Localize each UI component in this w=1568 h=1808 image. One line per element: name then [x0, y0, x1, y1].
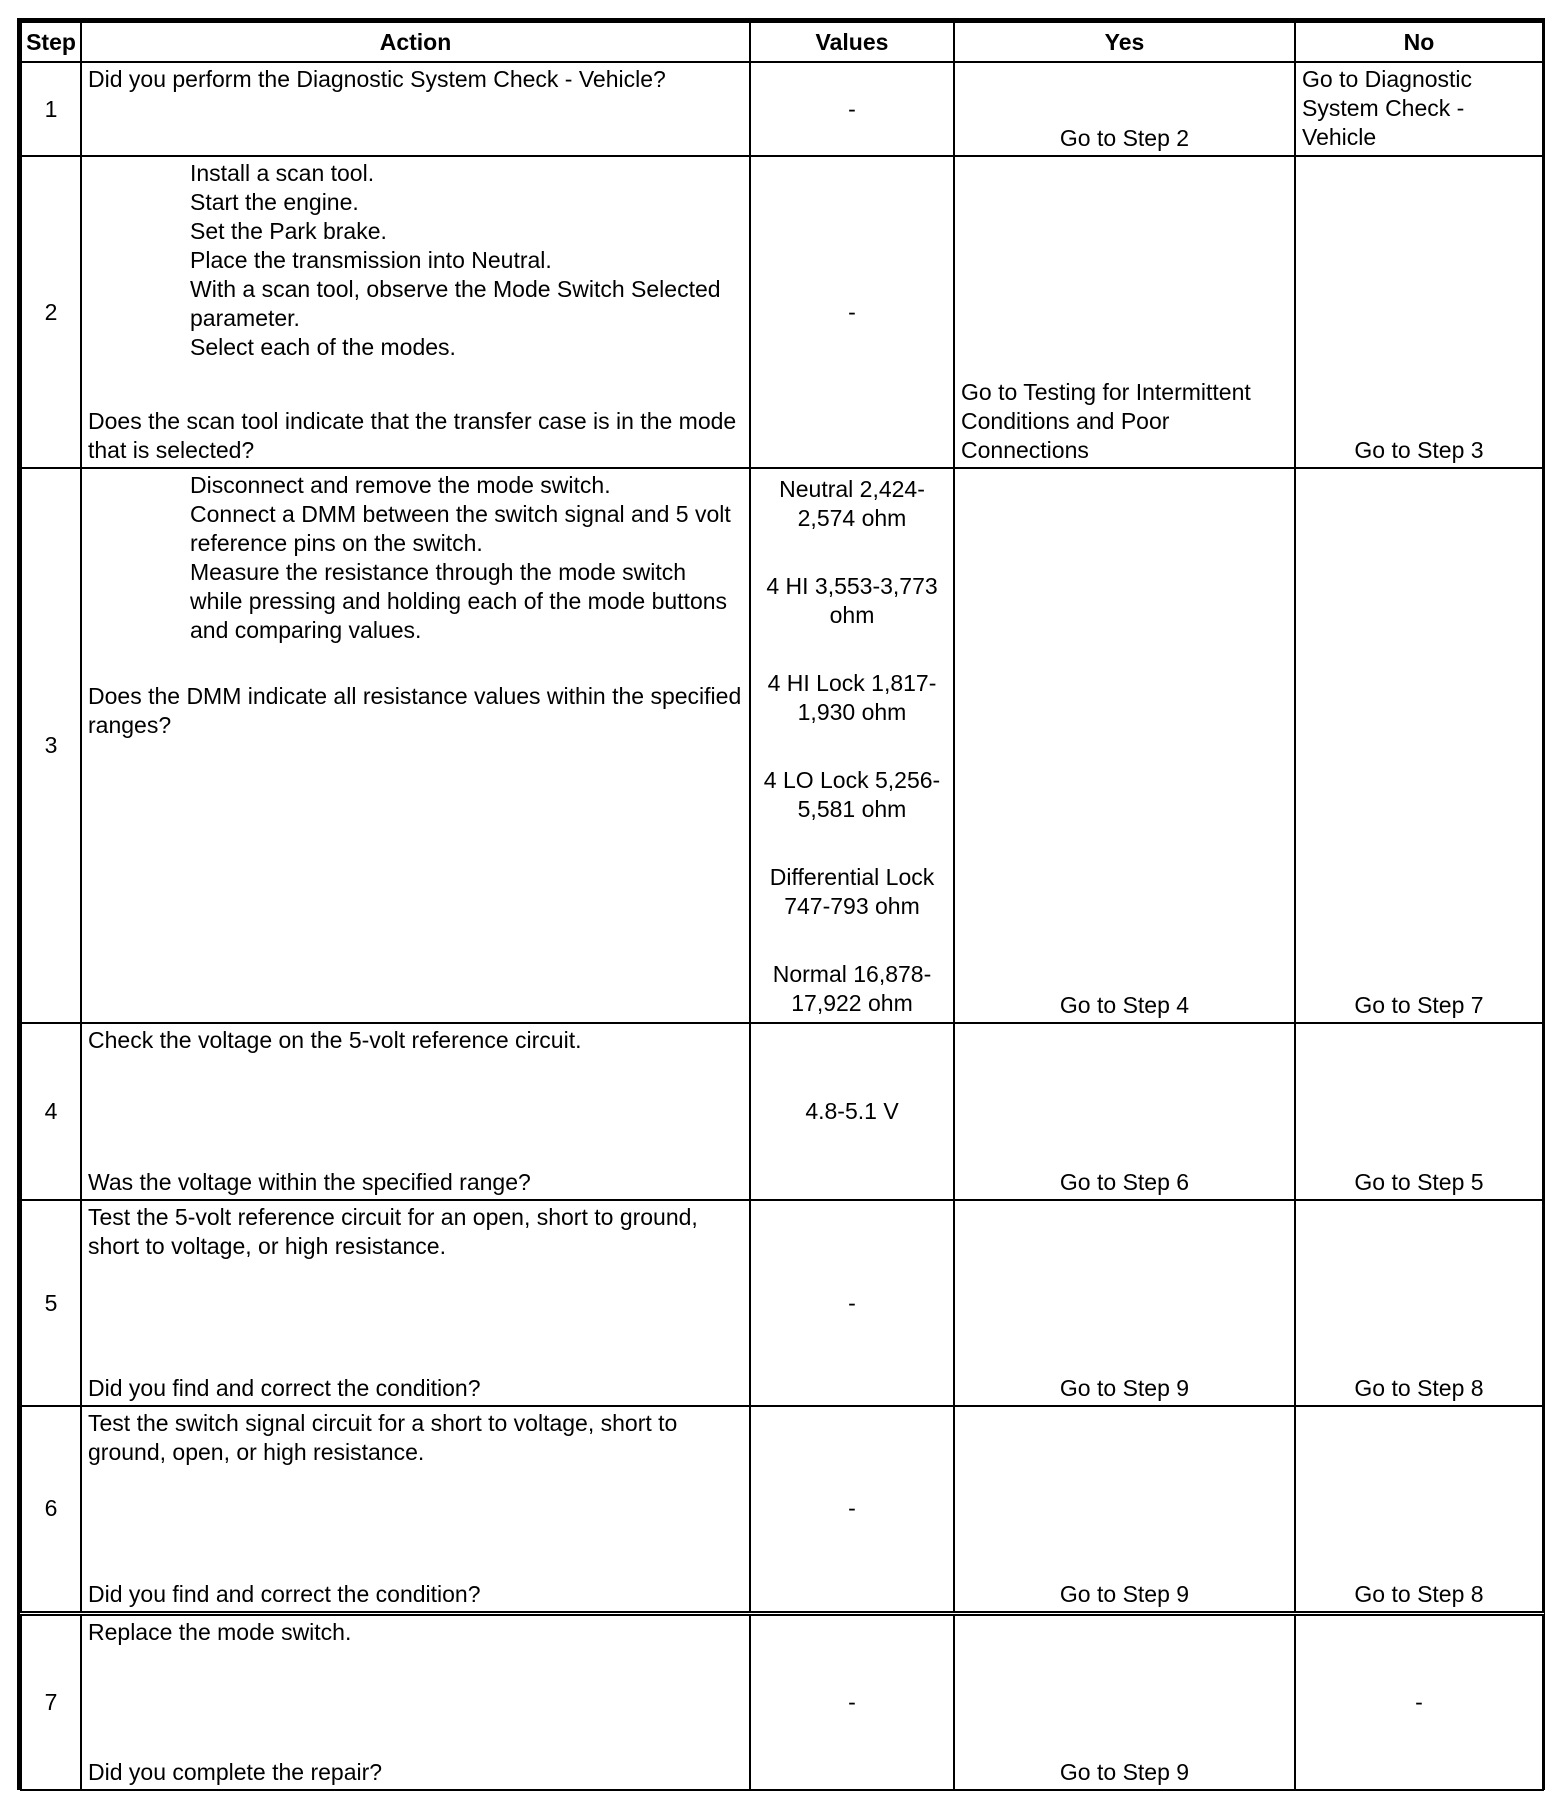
- yes-text: Go to Step 9: [1059, 1759, 1190, 1785]
- step-number: 7: [21, 1613, 81, 1790]
- action-text: Did you perform the Diagnostic System Check - Vehicle?: [88, 66, 666, 92]
- list-item: Place the transmission into Neutral.: [190, 247, 552, 273]
- value-item: 4 HI 3,553-3,773 ohm: [766, 573, 938, 628]
- no-cell: [1295, 1406, 1543, 1613]
- no-text: Go to Step 3: [1354, 437, 1484, 463]
- values-cell: [750, 62, 954, 156]
- list-item: Install a scan tool.: [190, 160, 375, 186]
- table-row: [21, 1023, 1543, 1200]
- table-row: [21, 62, 1543, 156]
- value-item: 4 HI Lock 1,817-1,930 ohm: [767, 670, 937, 725]
- step-number: 1: [21, 62, 81, 156]
- action-steps-list: [190, 159, 743, 362]
- list-item: Measure the resistance through the mode switch while pressing and holding each of the mode buttons and comparing values.: [190, 559, 728, 643]
- no-text: Go to Step 8: [1354, 1375, 1484, 1401]
- action-cell: [81, 1023, 750, 1200]
- yes-cell: [954, 468, 1295, 1023]
- no-cell: [1295, 1200, 1543, 1406]
- action-cell: [81, 468, 750, 1023]
- list-item: Disconnect and remove the mode switch.: [190, 472, 611, 498]
- yes-text: Go to Testing for Intermittent Conditions and Poor Connections: [961, 379, 1251, 463]
- step-number: 4: [21, 1023, 81, 1200]
- action-question: Does the scan tool indicate that the transfer case is in the mode that is selected?: [88, 408, 737, 463]
- value-item: Differential Lock 747-793 ohm: [769, 864, 935, 919]
- list-item: Set the Park brake.: [190, 218, 387, 244]
- list-item: Start the engine.: [190, 189, 359, 215]
- no-text: Go to Step 7: [1354, 992, 1484, 1018]
- table-row: [21, 1613, 1543, 1790]
- header-yes: Yes: [954, 22, 1295, 62]
- values-cell: [750, 1406, 954, 1613]
- action-question: Did you find and correct the condition?: [88, 1375, 481, 1401]
- diagnostic-table: [20, 21, 1544, 1791]
- yes-cell: [954, 1200, 1295, 1406]
- yes-text: Go to Step 6: [1059, 1169, 1190, 1195]
- yes-cell: [954, 62, 1295, 156]
- step-number: 3: [21, 468, 81, 1023]
- values-cell: [750, 1613, 954, 1790]
- no-cell: [1295, 468, 1543, 1023]
- action-question: Did you complete the repair?: [88, 1759, 383, 1785]
- list-item: Select each of the modes.: [190, 334, 456, 360]
- action-cell: [81, 1200, 750, 1406]
- value-item: -: [848, 1495, 856, 1522]
- no-text: Go to Diagnostic System Check - Vehicle: [1302, 66, 1473, 150]
- diagnostic-table-frame: [17, 18, 1545, 1790]
- value-item: -: [848, 1688, 856, 1715]
- value-item: Normal 16,878-17,922 ohm: [772, 961, 932, 1016]
- header-values: Values: [750, 22, 954, 62]
- yes-text: Go to Step 9: [1059, 1375, 1190, 1401]
- values-cell: [750, 1023, 954, 1200]
- value-item: -: [848, 95, 856, 122]
- values-cell: [750, 468, 954, 1023]
- action-question: Did you find and correct the condition?: [88, 1580, 481, 1607]
- yes-cell: [954, 1023, 1295, 1200]
- header-step: Step: [21, 22, 81, 62]
- action-steps-list: [190, 471, 743, 645]
- header-row: [21, 22, 1543, 62]
- value-item: 4.8-5.1 V: [805, 1098, 899, 1124]
- action-cell: [81, 1406, 750, 1613]
- action-question: Was the voltage within the specified range?: [88, 1169, 531, 1195]
- action-text: Test the 5-volt reference circuit for an open, short to ground, short to voltage, or high resistance.: [88, 1204, 698, 1259]
- values-cell: [750, 156, 954, 468]
- yes-cell: [954, 1613, 1295, 1790]
- action-text: Test the switch signal circuit for a short to voltage, short to ground, open, or high resistance.: [88, 1410, 678, 1465]
- list-item: Connect a DMM between the switch signal and 5 volt reference pins on the switch.: [190, 501, 731, 556]
- value-item: Neutral 2,424-2,574 ohm: [779, 476, 925, 531]
- no-cell: [1295, 1023, 1543, 1200]
- action-cell: [81, 1613, 750, 1790]
- yes-cell: [954, 156, 1295, 468]
- yes-text: Go to Step 9: [1059, 1580, 1190, 1607]
- header-no: No: [1295, 22, 1543, 62]
- yes-text: Go to Step 2: [1059, 125, 1190, 151]
- value-item: -: [848, 298, 856, 325]
- action-text: Replace the mode switch.: [88, 1618, 352, 1645]
- yes-cell: [954, 1406, 1295, 1613]
- action-cell: [81, 62, 750, 156]
- step-number: 2: [21, 156, 81, 468]
- no-cell: [1295, 156, 1543, 468]
- value-item: 4 LO Lock 5,256-5,581 ohm: [763, 767, 941, 822]
- table-row: [21, 1200, 1543, 1406]
- table-row: [21, 468, 1543, 1023]
- values-cell: [750, 1200, 954, 1406]
- no-cell: [1295, 1613, 1543, 1790]
- step-number: 6: [21, 1406, 81, 1613]
- step-number: 5: [21, 1200, 81, 1406]
- action-text: Check the voltage on the 5-volt reference circuit.: [88, 1027, 582, 1053]
- no-text: -: [1415, 1688, 1423, 1715]
- action-cell: [81, 156, 750, 468]
- list-item: With a scan tool, observe the Mode Switch Selected parameter.: [190, 276, 721, 331]
- table-row: [21, 156, 1543, 468]
- header-action: Action: [81, 22, 750, 62]
- no-cell: [1295, 62, 1543, 156]
- table-row: [21, 1406, 1543, 1613]
- action-question: Does the DMM indicate all resistance values within the specified ranges?: [88, 683, 742, 738]
- yes-text: Go to Step 4: [1059, 992, 1190, 1018]
- no-text: Go to Step 5: [1354, 1169, 1484, 1195]
- value-item: -: [848, 1289, 856, 1316]
- no-text: Go to Step 8: [1354, 1580, 1484, 1607]
